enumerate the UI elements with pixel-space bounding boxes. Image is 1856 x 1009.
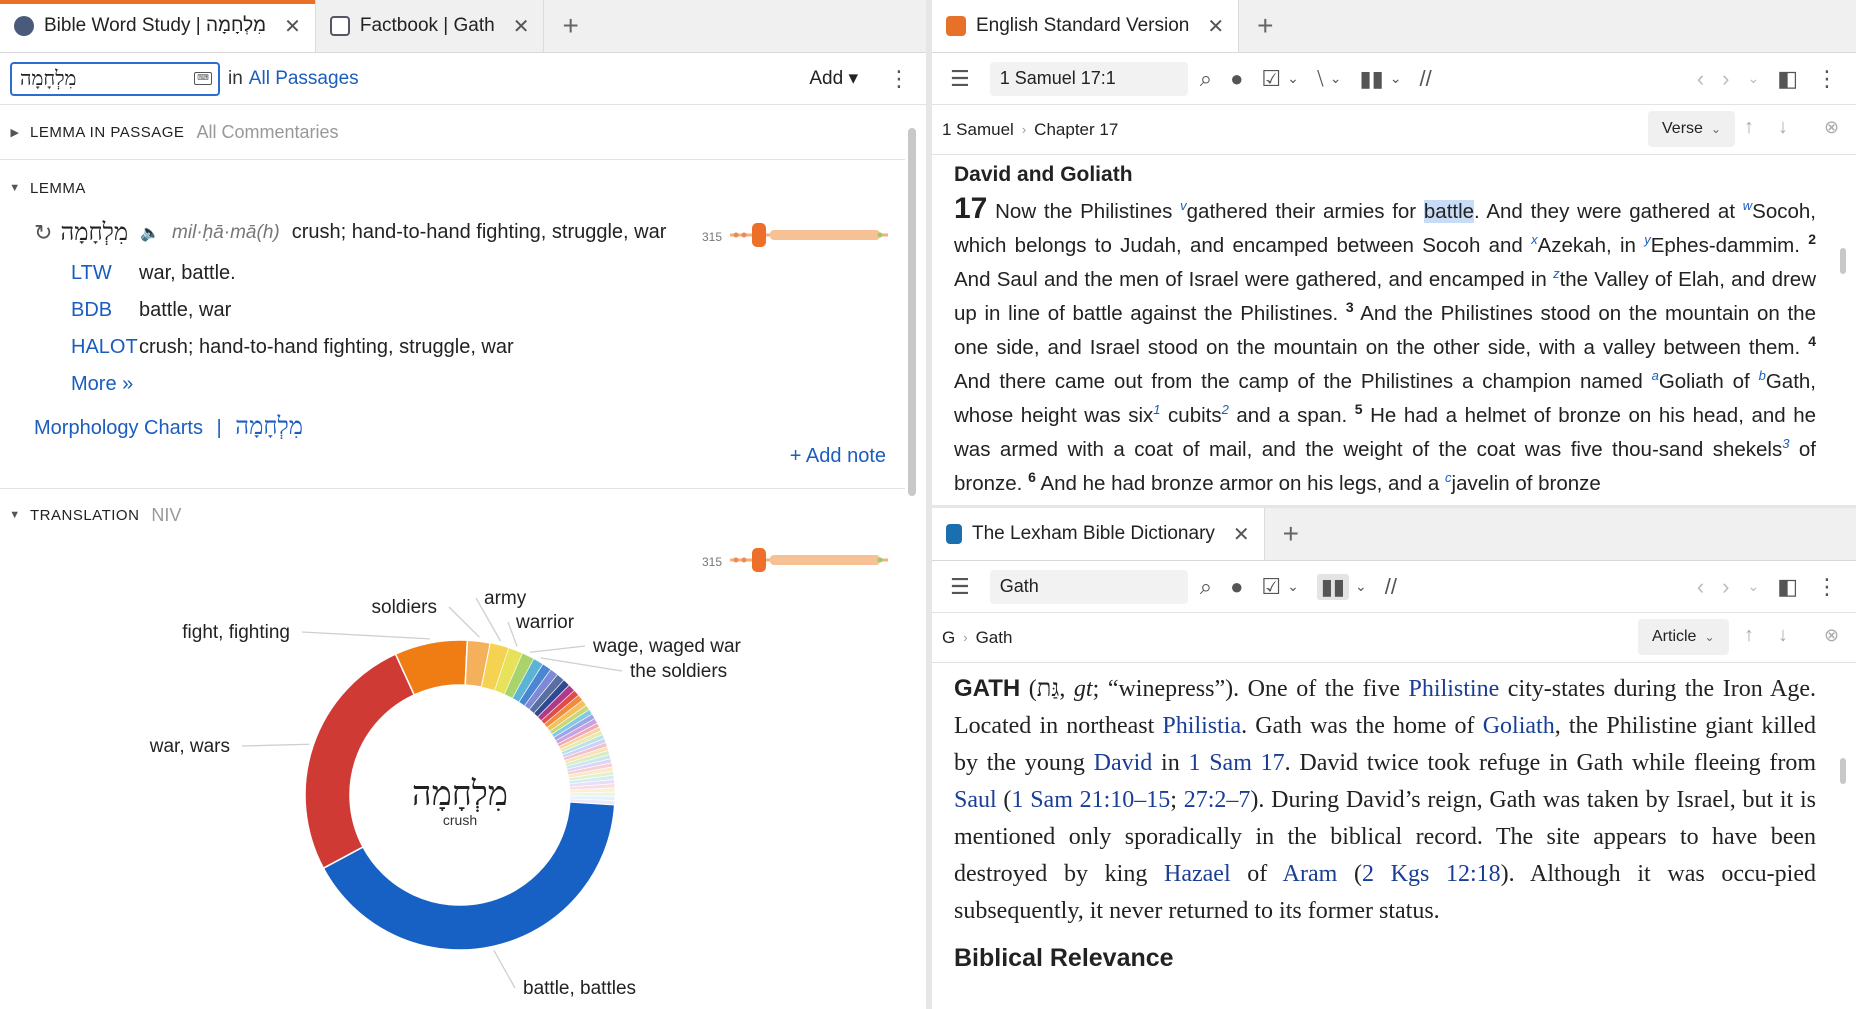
tab-lexham-dictionary[interactable] [932,508,1265,560]
footnote-marker[interactable]: 2 [1221,402,1229,418]
verse-text: gathered their armies for [1186,200,1424,223]
slice-label[interactable]: battle, battles [523,978,637,999]
left-panel [0,0,926,1009]
verse-text: Azekah, in [1537,234,1645,257]
cross-reference[interactable]: b [1758,368,1766,384]
pericope-heading: David and Goliath [954,163,1133,186]
leader-line [494,950,515,988]
slice-label[interactable]: army [484,588,527,609]
verse-text: javelin of bronze [1451,472,1601,495]
history-chevron-icon[interactable]: ⌄ [1747,70,1760,86]
expand-arrow-icon: ▶ [10,126,20,139]
definition-text: battle, war [139,299,232,321]
section-lemma-in-passage[interactable] [0,118,905,146]
new-tab-button[interactable]: + [1282,518,1300,549]
tab-label: Bible Word Study | מִלְחָמָה [44,15,267,36]
people-icon[interactable]: ● [1230,65,1244,91]
entry-title: GATH [954,675,1021,702]
verse-text: Now the Philistines [987,200,1181,223]
frequency-sparkline [730,218,888,252]
verse-text: Gath, whose height was six [954,370,1816,427]
close-circle-icon[interactable]: ⊗ [1824,117,1840,137]
scripture-link[interactable]: 2 Kgs 12:18 [1361,861,1501,887]
breadcrumb-letter[interactable]: G [942,627,956,647]
parallel-icon[interactable]: // [1384,573,1398,599]
leader-line [242,744,309,746]
article-link[interactable]: Saul [954,787,997,813]
article-value: Gath [999,576,1039,596]
verse-text: the Valley of Elah, and drew up in line of battle against the Philistines. [954,268,1816,325]
menu-icon[interactable]: ☰ [950,573,970,599]
arrow-down-icon[interactable]: ↓ [1778,116,1788,138]
slice-label[interactable]: soldiers [371,597,437,618]
article-link[interactable]: Aram [1282,861,1338,887]
forward-icon[interactable]: › [1722,65,1730,91]
cross-reference[interactable]: y [1644,232,1651,248]
more-options-icon[interactable]: ⋮ [888,65,910,91]
cross-reference[interactable]: x [1531,232,1538,248]
back-icon[interactable]: ‹ [1696,65,1705,91]
collapse-arrow-icon: ▼ [9,182,21,194]
chevron-down-icon[interactable]: ⌄ [1287,70,1299,86]
arrow-up-icon[interactable]: ↑ [1744,116,1754,138]
article-text: city-states during the Iron Age. Located in northeast [954,676,1816,739]
article-link[interactable]: Philistine [1408,676,1500,702]
tab-factbook[interactable] [316,0,545,52]
back-icon[interactable]: ‹ [1696,573,1705,599]
slice-label[interactable]: warrior [516,612,575,633]
new-tab-button[interactable]: + [1257,10,1274,41]
chevron-down-icon: ⌄ [1710,122,1721,136]
source-link-bdb[interactable]: BDB [71,299,113,321]
bible-text [954,160,1816,501]
section-title: LEMMA IN PASSAGE [30,123,185,141]
dictionary-article [954,670,1816,977]
verse-text: He had a helmet of bronze on his head, and he was armed with a coat of mail, and the weight of the coat was five thou-sand shekels [954,404,1816,461]
section-title: TRANSLATION [30,506,140,524]
refresh-icon[interactable]: ↻ [34,219,53,245]
verse-text: Goliath of [1658,370,1759,393]
close-icon[interactable]: ✕ [284,15,301,38]
verse-text: And the Philistines stood on the mountain on the one side, and Israel stood on the mountain on the other side, with a valley between them. [954,302,1816,359]
checklist-icon[interactable]: ☑ [1261,573,1282,599]
tab-label: English Standard Version [976,15,1190,36]
article-text: in [1152,750,1189,776]
verse-text: And he had bronze armor on his legs, and a [1035,472,1446,495]
lemma-transliteration: mil·ḥā·mā(h) [172,221,280,243]
cross-reference[interactable]: a [1651,368,1659,384]
keyboard-icon[interactable]: ⌨ [194,72,212,85]
cross-reference[interactable]: w [1742,198,1753,214]
menu-icon[interactable]: ☰ [950,65,970,91]
divider [0,159,905,160]
translation-count: 315 [702,555,723,569]
bible-panel [932,0,1856,505]
footnote-marker[interactable]: 3 [1782,436,1790,452]
columns-icon[interactable]: ▮▮ [1317,574,1349,600]
visual-filter-icon[interactable]: ⧵ [1316,65,1324,91]
article-link[interactable]: David [1093,750,1153,776]
word-study-icon [14,16,34,36]
tab-esv[interactable] [932,0,1239,52]
chevron-down-icon: ⌄ [1704,630,1715,644]
more-options-icon[interactable]: ⋮ [1816,65,1838,91]
bible-toolbar [932,53,1856,105]
footnote-marker[interactable]: 1 [1153,402,1161,418]
scripture-link[interactable]: 27:2–7 [1183,787,1251,813]
checklist-icon[interactable]: ☑ [1261,65,1282,91]
leader-line [530,646,585,652]
mode-label: Article [1652,628,1697,645]
article-link[interactable]: Hazael [1164,861,1231,887]
lemma-count: 315 [702,230,723,244]
search-value: מִלְחָמָה [20,66,77,90]
article-text: ). During David’s reign, Gath was taken by Israel, but it is mentioned only sporadically in the biblical record. The site appears to have been destroyed by king [954,787,1816,887]
slice-label[interactable]: war, wars [149,736,230,757]
lemma-gloss: crush; hand-to-hand fighting, struggle, war [291,221,667,243]
add-note-button[interactable]: + Add note [789,445,886,467]
breadcrumb-entry[interactable]: Gath [975,627,1013,647]
breadcrumb-sep: › [1021,122,1027,137]
verse-text: And Saul and the men of Israel were gathered, and encamped in [954,268,1554,291]
parallel-icon[interactable]: // [1419,65,1432,91]
close-icon[interactable]: ✕ [1232,523,1250,546]
article-text: ; “winepress”). One of the five [1092,676,1409,702]
source-link-ltw[interactable]: LTW [71,262,112,284]
cross-reference[interactable]: v [1180,198,1187,214]
article-paragraph [954,670,1816,930]
verse-text: of bronze. [954,438,1816,495]
dictionary-tabbar [932,508,1856,561]
morphology-hebrew-link[interactable]: מִלְחָמָה [235,412,303,440]
in-label: in [228,67,243,89]
article-link[interactable]: Philistia [1162,713,1242,739]
scripture-link[interactable]: 1 Sam 17 [1188,750,1285,776]
reference-input[interactable] [990,62,1188,96]
history-chevron-icon[interactable]: ⌄ [1747,578,1760,594]
bible-tabbar [932,0,1856,53]
bible-scrollbar[interactable] [1840,248,1846,274]
verse-text: and a span. [1228,404,1355,427]
article-text: ). Although it was occu-pied subsequently, it never returned to its former status. [954,861,1816,924]
dictionary-book-icon [946,524,962,544]
article-mode-button[interactable] [1638,619,1729,655]
factbook-icon [330,16,350,36]
verse-number: 4 [1808,333,1816,350]
article-link[interactable]: Goliath [1482,713,1555,739]
section-heading: Biblical Relevance [954,944,1174,972]
people-icon[interactable]: ● [1230,573,1244,599]
article-text: ; [1170,787,1184,813]
donut-slice[interactable] [570,792,615,796]
definition-ltw [71,262,236,285]
left-scrollbar[interactable] [908,128,916,496]
definition-halot [71,336,514,359]
article-text: , the Philistine giant killed by the young [954,713,1816,776]
definition-bdb [71,299,231,322]
chapter-number: 17 [954,192,988,225]
close-icon[interactable]: ✕ [1207,15,1225,38]
more-options-icon[interactable]: ⋮ [1816,573,1838,599]
audio-icon[interactable]: 🔈 [140,224,161,242]
search-icon[interactable]: ⌕ [1199,65,1213,91]
breadcrumb-book[interactable]: 1 Samuel [942,119,1014,139]
layout-icon[interactable]: ◧ [1777,573,1798,599]
definition-text: war, battle. [139,262,236,284]
breadcrumb-sep: › [963,630,968,645]
columns-icon[interactable]: ▮▮ [1359,65,1384,91]
verse-text: And there came out from the camp of the Philistines a champion named [954,370,1652,393]
scripture-link[interactable]: 1 Sam 21:10–15 [1011,787,1171,813]
morphology-charts-row [34,412,303,441]
chevron-down-icon[interactable]: ⌄ [1389,70,1402,86]
cross-reference[interactable]: z [1553,266,1560,282]
dictionary-toolbar [932,561,1856,613]
article-text: (גַּת, [1020,676,1074,702]
left-tabbar [0,0,926,53]
article-text: . Gath was the home of [1241,713,1483,739]
definition-text: crush; hand-to-hand fighting, struggle, war [139,336,514,358]
tab-label: The Lexham Bible Dictionary [972,523,1215,544]
verse-number: 2 [1808,231,1816,248]
reference-value: 1 Samuel 17:1 [999,68,1116,88]
more-link[interactable]: More » [71,373,134,395]
article-input[interactable] [990,570,1188,604]
leader-line [302,632,430,639]
section-title: LEMMA [30,179,86,197]
search-icon[interactable]: ⌕ [1199,573,1213,599]
verse-number: 5 [1354,401,1363,418]
mode-label: Verse [1662,120,1703,137]
cross-reference[interactable]: c [1445,470,1452,486]
lemma-hebrew: מִלְחָמָה [60,218,129,246]
section-sub: NIV [151,504,182,525]
word-study-search-row [0,53,926,105]
section-lemma[interactable] [0,174,905,202]
slice-label[interactable]: fight, fighting [182,622,290,643]
verse-number: 3 [1345,299,1354,316]
slice-label[interactable]: wage, waged war [593,636,741,657]
tab-label: Factbook | Gath [359,15,495,36]
forward-icon[interactable]: › [1722,573,1730,599]
arrow-up-icon[interactable]: ↑ [1744,624,1754,646]
collapse-arrow-icon: ▼ [9,509,21,521]
verse-number: 6 [1028,469,1036,486]
leader-line [449,607,479,637]
bible-book-icon [946,16,966,36]
tab-bible-word-study[interactable] [0,0,316,52]
morphology-charts-link[interactable]: Morphology Charts [34,417,203,439]
article-text: ( [1337,861,1362,887]
verse-text: Socoh, which belongs to Judah, and encamped between Socoh and [954,200,1816,257]
donut-center-label: מִלְחָמָה [412,774,508,814]
scope-link[interactable]: All Passages [248,67,359,89]
add-button[interactable]: Add ▾ [809,68,858,89]
source-link-halot[interactable]: HALOT [71,336,138,358]
arrow-down-icon[interactable]: ↓ [1778,624,1788,646]
lemma-search-input[interactable] [10,62,220,96]
verse-mode-button[interactable] [1648,111,1735,147]
donut-slice[interactable] [305,654,414,868]
chevron-down-icon[interactable]: ⌄ [1355,578,1367,594]
separator: | [216,417,222,439]
divider [0,488,905,489]
article-text: gt [1073,676,1093,702]
dictionary-panel [932,505,1856,1009]
translation-donut-chart [0,520,905,1009]
article-text: ( [996,787,1012,813]
layout-icon[interactable]: ◧ [1777,65,1798,91]
close-icon[interactable]: ✕ [512,15,530,38]
verse-text: cubits [1160,404,1222,427]
slice-label[interactable]: the soldiers [630,661,728,682]
leader-line [540,658,622,671]
lemma-headline [34,218,666,247]
bible-paragraph [954,192,1816,501]
verse-text: Ephes-dammim. [1650,234,1809,257]
article-text: . David twice took refuge in Gath while fleeing from [1284,750,1816,776]
highlighted-word[interactable]: battle [1423,200,1475,223]
section-sub: All Commentaries [196,121,339,142]
chevron-down-icon[interactable]: ⌄ [1329,70,1342,86]
verse-text: . And they were gathered at [1474,200,1743,223]
article-text: of [1230,861,1283,887]
close-circle-icon[interactable]: ⊗ [1824,625,1840,645]
new-tab-button[interactable]: + [562,10,579,41]
chevron-down-icon[interactable]: ⌄ [1287,578,1299,594]
dictionary-scrollbar[interactable] [1840,758,1846,784]
donut-center-sub: crush [442,812,478,828]
breadcrumb-chapter[interactable]: Chapter 17 [1034,119,1119,139]
